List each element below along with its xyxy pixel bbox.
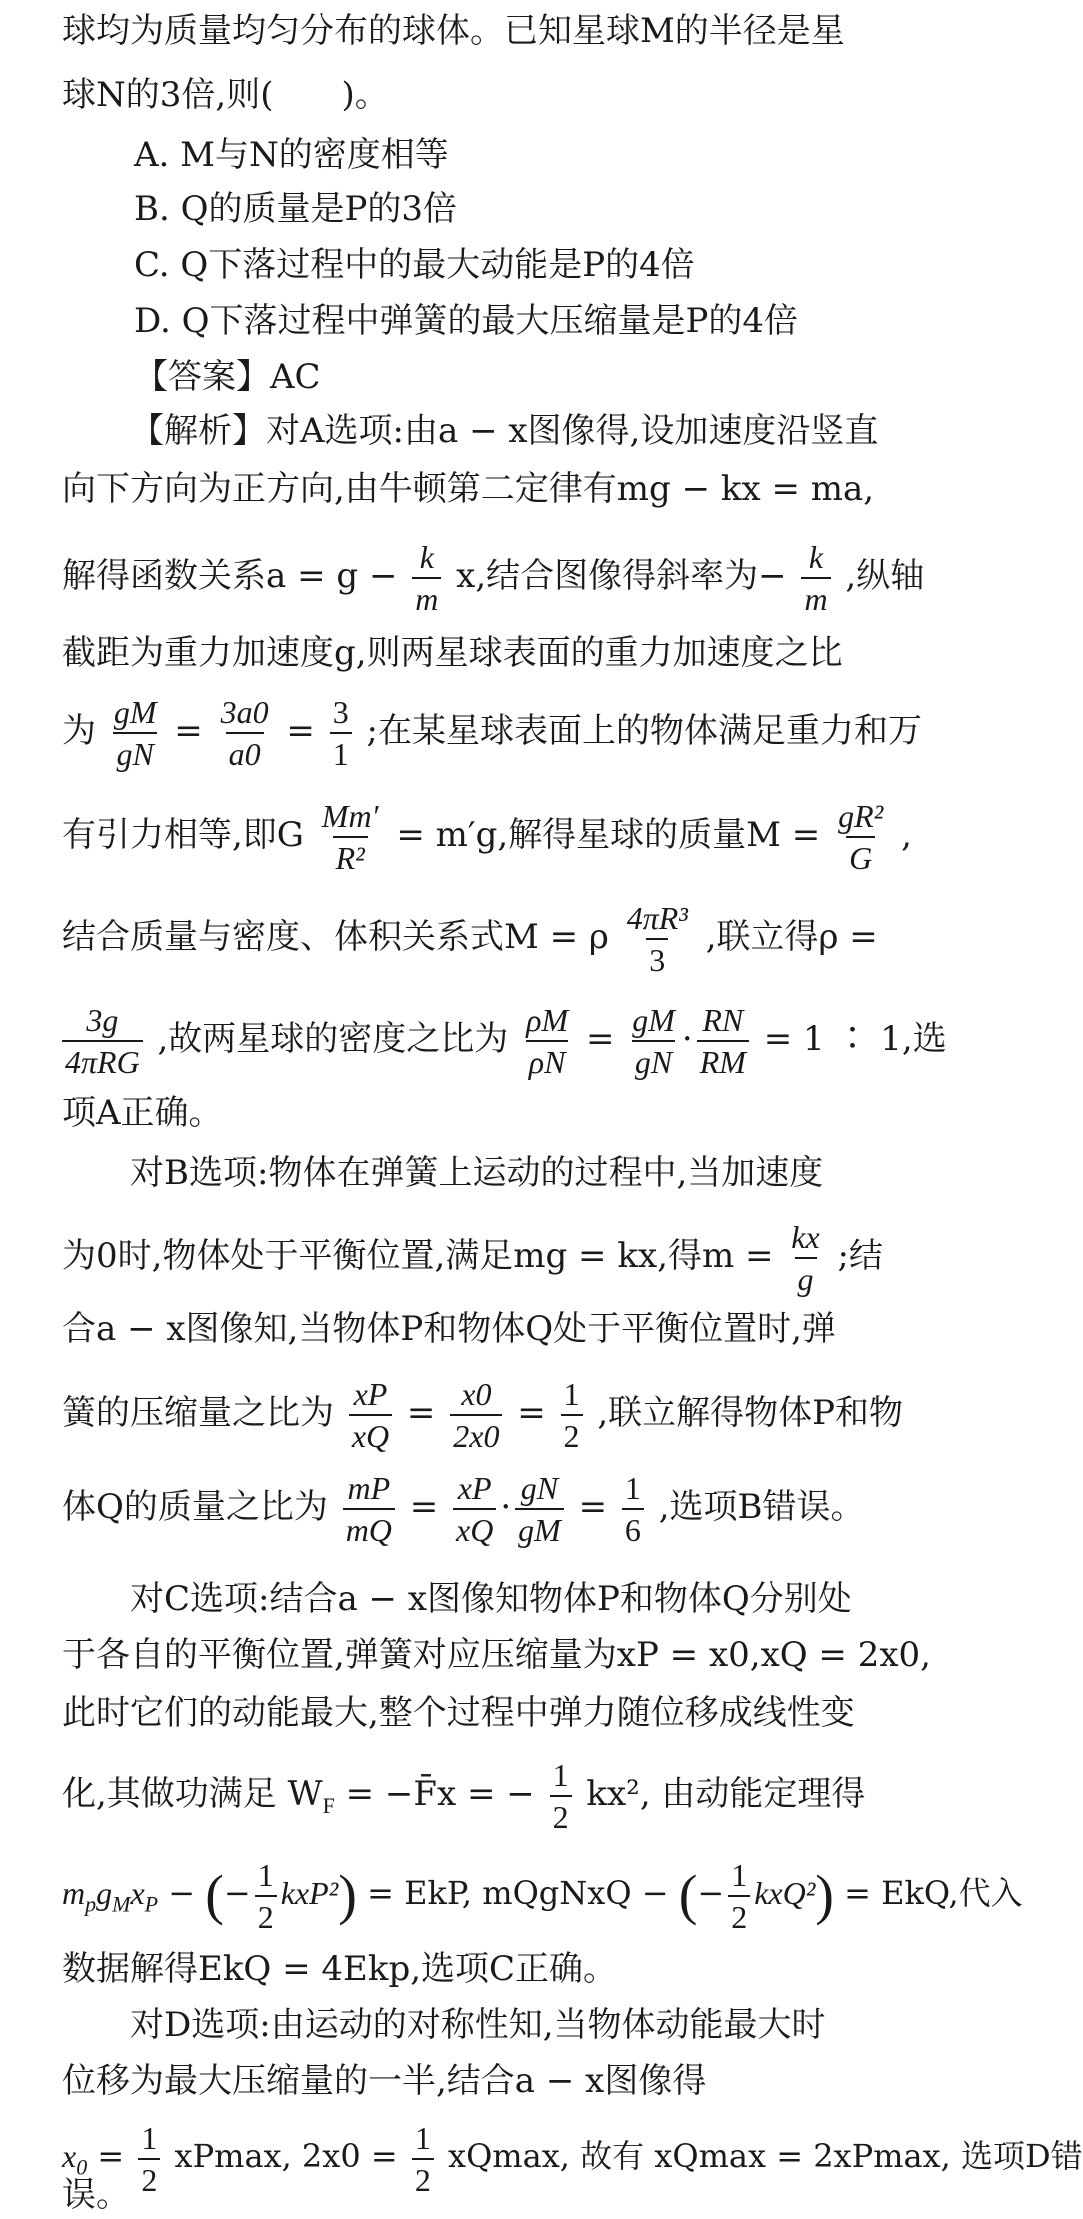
fraction-mP-over-mQ: $\frac{mP}{mQ}$ [343,1472,395,1546]
b-line-2: 为0时,物体处于平衡位置,满足mg = kx,得m = $\frac{kx}{g}$ ;结 [62,1219,883,1297]
fraction-4piR3-over-3: $\frac{\text{4πR³}}{3}$ [626,900,688,978]
d-line-4: 误。 [62,2175,130,2215]
analysis-line-2: 向下方向为正方向,由牛顿第二定律有mg − kx = ma, [62,469,875,509]
analysis-line-8: $\frac{3g}{\text{4πRG}}$ ,故两星球的密度之比为 $\frac{\rho M}{\rho N}$ = $\frac{gM}{gN}$ · $\frac{RN}{RM}$ = 1 ∶ 1,选 [62,994,947,1084]
fraction-gN-over-gM: $\frac{gN}{gM}$ [515,1472,564,1546]
fraction-1-over-2-Pmax: $\frac{1}{2}$ [138,2122,160,2196]
b-line-5: 体Q的质量之比为 $\frac{mP}{mQ}$ = $\frac{xP}{xQ}$ · $\frac{gN}{gM}$ = $\frac{1}{6}$ ,选项B错误。 [62,1470,865,1548]
analysis-line-6: 有引力相等,即G $\frac{Mm'}{\text{R²}}$ = m′g,解得星球的质量M = $\frac{\text{gR²}}{G}$ , [62,798,912,876]
fraction-3g-over-4piRG: $\frac{3g}{\text{4πRG}}$ [62,1004,143,1078]
c-line-1: 对C选项:结合a − x图像知物体P和物体Q分别处 [130,1579,852,1619]
text-line-1 [62,8,934,54]
analysis-line-1: 【解析】对A选项:由a − x图像得,设加速度沿竖直 [130,411,879,451]
fraction-gM-over-gN-2: $\frac{gM}{gN}$ [632,1002,675,1080]
c-line-3: 此时它们的动能最大,整个过程中弹力随位移成线性变 [62,1693,855,1733]
fraction-gM-over-gN: $\frac{gM}{gN}$ [113,694,157,772]
analysis-line-9: 项A正确。 [62,1093,223,1133]
fraction-Mm-over-R2: $\frac{Mm'}{\text{R²}}$ [321,798,379,876]
fraction-xP-over-xQ: $\frac{xP}{xQ}$ [349,1378,392,1452]
option-a: A. M与N的密度相等 [134,135,449,175]
d-line-3: $x_0$ = $\frac{1}{2}$ xPmax, 2x0 = $\frac{1}{2}$ xQmax, 故有 xQmax = 2xPmax, 选项D错 [62,2119,1083,2198]
b-line-1: 对B选项:物体在弹簧上运动的过程中,当加速度 [130,1153,824,1193]
line-text: 球均为质量均匀分布的球体。已知星球M的半径是星 [62,11,845,51]
analysis-line-7: 结合质量与密度、体积关系式M = ρ $\frac{\text{4πR³}}{3}$ ,联立得ρ = [62,900,878,978]
fraction-gR2-over-G: $\frac{\text{gR²}}{G}$ [838,798,884,876]
analysis-line-4: 截距为重力加速度g,则两星球表面的重力加速度之比 [62,633,843,673]
fraction-1-over-6: $\frac{1}{6}$ [622,1472,644,1546]
fraction-3a0-over-a0: $\frac{3a0}{a0}$ [220,694,269,772]
c-line-2: 于各自的平衡位置,弹簧对应压缩量为xP = x0,xQ = 2x0, [62,1635,931,1675]
fraction-rhoM-over-rhoN: $\frac{\rho M}{\rho N}$ [526,1002,569,1080]
c-line-6: 数据解得EkQ = 4Ekp,选项C正确。 [62,1949,618,1989]
fraction-1-over-2-P: $\frac{1}{2}$ [255,1859,277,1933]
d-line-1: 对D选项:由运动的对称性知,当物体动能最大时 [130,2005,826,2045]
fraction-xP-over-xQ-2: $\frac{xP}{xQ}$ [453,1472,496,1546]
analysis-line-5: 为 $\frac{gM}{gN}$ = $\frac{3a0}{a0}$ = $\frac{3}{1}$ ;在某星球表面上的物体满足重力和万 [62,694,922,772]
c-line-4: 化,其做功满足 $W_F$ = −F̄x = − $\frac{1}{2}$ kx², 由动能定理得 [62,1757,866,1835]
b-line-3: 合a − x图像知,当物体P和物体Q处于平衡位置时,弹 [62,1309,836,1349]
fraction-1-over-2: $\frac{1}{2}$ [561,1378,583,1452]
fraction-RN-over-RM: $\frac{RN}{RM}$ [697,1004,749,1078]
line-text: 球N的3倍,则( )。 [62,75,389,115]
b-line-4: 簧的压缩量之比为 $\frac{xP}{xQ}$ = $\frac{x0}{2x0}$ = $\frac{1}{2}$ ,联立解得物体P和物 [62,1376,904,1454]
d-line-2: 位移为最大压缩量的一半,结合a − x图像得 [62,2061,707,2101]
fraction-x0-over-2x0: $\frac{x0}{2x0}$ [450,1378,502,1452]
c-line-5: $m_pg_Mx_P$ − (− $\frac{1}{2}$ kxP²) = EkP, mQgNxQ − (− $\frac{1}{2}$ kxQ²) = EkQ,代入 [62,1856,1023,1935]
fraction-3-over-1: $\frac{3}{1}$ [330,696,352,770]
option-b: B. Q的质量是P的3倍 [134,189,457,229]
fraction-1-over-2-Q: $\frac{1}{2}$ [728,1859,750,1933]
answer-line: 【答案】AC [134,357,321,397]
option-c: C. Q下落过程中的最大动能是P的4倍 [134,245,695,285]
fraction-1-over-2-Qmax: $\frac{1}{2}$ [412,2122,434,2196]
analysis-line-3: 解得函数关系a = g − $\frac{k}{m}$ x,结合图像得斜率为− $\frac{k}{m}$ ,纵轴 [62,539,925,617]
fraction-k-over-m: $\frac{k}{m}$ [412,541,441,615]
fraction-kx-over-g: $\frac{kx}{g}$ [791,1219,820,1297]
option-d: D. Q下落过程中弹簧的最大压缩量是P的4倍 [134,301,799,341]
text-line-2 [62,72,389,118]
fraction-k-over-m-slope: $\frac{k}{m}$ [801,541,830,615]
fraction-1-over-2-work: $\frac{1}{2}$ [550,1759,572,1833]
